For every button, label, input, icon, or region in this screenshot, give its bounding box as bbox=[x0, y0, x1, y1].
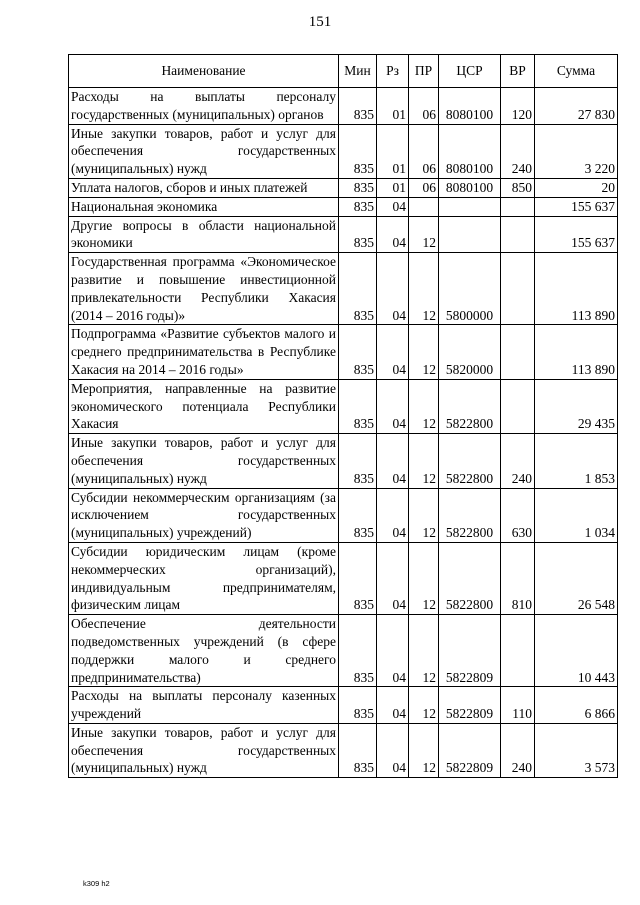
row-sum: 113 890 bbox=[535, 253, 618, 325]
row-min: 835 bbox=[339, 687, 377, 724]
row-csr: 5822809 bbox=[439, 723, 501, 777]
header-min: Мин bbox=[339, 55, 377, 88]
row-rz: 01 bbox=[377, 88, 409, 125]
row-rz: 04 bbox=[377, 687, 409, 724]
header-pr: ПР bbox=[409, 55, 439, 88]
row-vr bbox=[501, 216, 535, 253]
row-rz: 04 bbox=[377, 615, 409, 687]
table-header-row bbox=[69, 55, 618, 88]
row-rz: 04 bbox=[377, 216, 409, 253]
row-csr: 5822809 bbox=[439, 615, 501, 687]
row-min: 835 bbox=[339, 723, 377, 777]
row-csr bbox=[439, 197, 501, 216]
row-min: 835 bbox=[339, 615, 377, 687]
row-min: 835 bbox=[339, 253, 377, 325]
row-min: 835 bbox=[339, 216, 377, 253]
row-csr: 5800000 bbox=[439, 253, 501, 325]
table-row bbox=[69, 178, 618, 197]
row-sum: 6 866 bbox=[535, 687, 618, 724]
row-sum: 20 bbox=[535, 178, 618, 197]
page-number: 151 bbox=[308, 14, 332, 30]
row-sum: 155 637 bbox=[535, 197, 618, 216]
row-min: 835 bbox=[339, 325, 377, 379]
row-csr: 5822800 bbox=[439, 379, 501, 433]
row-pr: 12 bbox=[409, 216, 439, 253]
header-vr: ВР bbox=[501, 55, 535, 88]
row-name: Национальная экономика bbox=[69, 197, 339, 216]
row-sum: 1 034 bbox=[535, 488, 618, 542]
row-pr: 12 bbox=[409, 687, 439, 724]
row-min: 835 bbox=[339, 88, 377, 125]
table-row bbox=[69, 88, 618, 125]
table-row bbox=[69, 723, 618, 777]
row-pr bbox=[409, 197, 439, 216]
row-vr bbox=[501, 379, 535, 433]
row-sum: 3 220 bbox=[535, 124, 618, 178]
row-name: Субсидии некоммерческим организациям (за исключением государственных (муниципальных) учреждений) bbox=[69, 488, 339, 542]
table-row bbox=[69, 687, 618, 724]
row-rz: 01 bbox=[377, 124, 409, 178]
table-row bbox=[69, 197, 618, 216]
row-rz: 04 bbox=[377, 488, 409, 542]
row-name: Уплата налогов, сборов и иных платежей bbox=[69, 178, 339, 197]
row-csr: 5822809 bbox=[439, 687, 501, 724]
row-pr: 12 bbox=[409, 379, 439, 433]
table-row bbox=[69, 253, 618, 325]
row-min: 835 bbox=[339, 197, 377, 216]
row-pr: 12 bbox=[409, 723, 439, 777]
row-pr: 06 bbox=[409, 88, 439, 125]
row-name: Подпрограмма «Развитие субъектов малого и среднего предпринимательства в Республике Хакасия на 2014 – 2016 годы» bbox=[69, 325, 339, 379]
footer-code: k309 h2 bbox=[83, 879, 110, 888]
row-name: Другие вопросы в области национальной экономики bbox=[69, 216, 339, 253]
row-pr: 12 bbox=[409, 325, 439, 379]
row-csr: 5822800 bbox=[439, 434, 501, 488]
row-min: 835 bbox=[339, 124, 377, 178]
row-csr: 8080100 bbox=[439, 178, 501, 197]
row-sum: 3 573 bbox=[535, 723, 618, 777]
row-csr: 8080100 bbox=[439, 88, 501, 125]
row-vr: 240 bbox=[501, 124, 535, 178]
row-csr: 5822800 bbox=[439, 488, 501, 542]
table-row bbox=[69, 488, 618, 542]
header-rz: Рз bbox=[377, 55, 409, 88]
row-vr: 120 bbox=[501, 88, 535, 125]
row-name: Обеспечение деятельности подведомственных учреждений (в сфере поддержки малого и среднего предпринимательства) bbox=[69, 615, 339, 687]
row-csr bbox=[439, 216, 501, 253]
row-pr: 06 bbox=[409, 178, 439, 197]
row-min: 835 bbox=[339, 178, 377, 197]
row-min: 835 bbox=[339, 488, 377, 542]
row-vr: 810 bbox=[501, 542, 535, 614]
row-csr: 8080100 bbox=[439, 124, 501, 178]
row-vr: 630 bbox=[501, 488, 535, 542]
row-vr bbox=[501, 615, 535, 687]
row-rz: 04 bbox=[377, 434, 409, 488]
row-name: Мероприятия, направленные на развитие экономического потенциала Республики Хакасия bbox=[69, 379, 339, 433]
budget-table bbox=[68, 54, 618, 778]
table-row bbox=[69, 615, 618, 687]
row-name: Государственная программа «Экономическое развитие и повышение инвестиционной привлекательности Республики Хакасия (2014 – 2016 годы)» bbox=[69, 253, 339, 325]
row-min: 835 bbox=[339, 379, 377, 433]
row-rz: 04 bbox=[377, 542, 409, 614]
row-rz: 04 bbox=[377, 325, 409, 379]
row-rz: 04 bbox=[377, 723, 409, 777]
row-vr bbox=[501, 253, 535, 325]
header-name: Наименование bbox=[69, 55, 339, 88]
table-row bbox=[69, 542, 618, 614]
row-min: 835 bbox=[339, 542, 377, 614]
row-vr bbox=[501, 197, 535, 216]
row-sum: 1 853 bbox=[535, 434, 618, 488]
row-name: Иные закупки товаров, работ и услуг для обеспечения государственных (муниципальных) нужд bbox=[69, 124, 339, 178]
row-name: Иные закупки товаров, работ и услуг для обеспечения государственных (муниципальных) нужд bbox=[69, 434, 339, 488]
row-pr: 12 bbox=[409, 253, 439, 325]
row-pr: 12 bbox=[409, 434, 439, 488]
row-sum: 27 830 bbox=[535, 88, 618, 125]
row-pr: 12 bbox=[409, 615, 439, 687]
table-row bbox=[69, 325, 618, 379]
row-min: 835 bbox=[339, 434, 377, 488]
table-row bbox=[69, 216, 618, 253]
table-row bbox=[69, 434, 618, 488]
row-csr: 5822800 bbox=[439, 542, 501, 614]
row-vr: 110 bbox=[501, 687, 535, 724]
table-row bbox=[69, 379, 618, 433]
row-name: Расходы на выплаты персоналу казенных учреждений bbox=[69, 687, 339, 724]
header-sum: Сумма bbox=[535, 55, 618, 88]
row-sum: 113 890 bbox=[535, 325, 618, 379]
table-row bbox=[69, 124, 618, 178]
row-vr: 240 bbox=[501, 434, 535, 488]
row-rz: 04 bbox=[377, 379, 409, 433]
row-pr: 12 bbox=[409, 488, 439, 542]
header-csr: ЦСР bbox=[439, 55, 501, 88]
row-csr: 5820000 bbox=[439, 325, 501, 379]
row-sum: 29 435 bbox=[535, 379, 618, 433]
row-vr: 850 bbox=[501, 178, 535, 197]
row-pr: 12 bbox=[409, 542, 439, 614]
row-rz: 01 bbox=[377, 178, 409, 197]
row-rz: 04 bbox=[377, 197, 409, 216]
row-sum: 10 443 bbox=[535, 615, 618, 687]
row-vr bbox=[501, 325, 535, 379]
row-sum: 155 637 bbox=[535, 216, 618, 253]
row-name: Расходы на выплаты персоналу государственных (муниципальных) органов bbox=[69, 88, 339, 125]
row-rz: 04 bbox=[377, 253, 409, 325]
row-vr: 240 bbox=[501, 723, 535, 777]
row-pr: 06 bbox=[409, 124, 439, 178]
row-name: Субсидии юридическим лицам (кроме некоммерческих организаций), индивидуальным предпринимателям, физическим лицам bbox=[69, 542, 339, 614]
row-sum: 26 548 bbox=[535, 542, 618, 614]
row-name: Иные закупки товаров, работ и услуг для обеспечения государственных (муниципальных) нужд bbox=[69, 723, 339, 777]
